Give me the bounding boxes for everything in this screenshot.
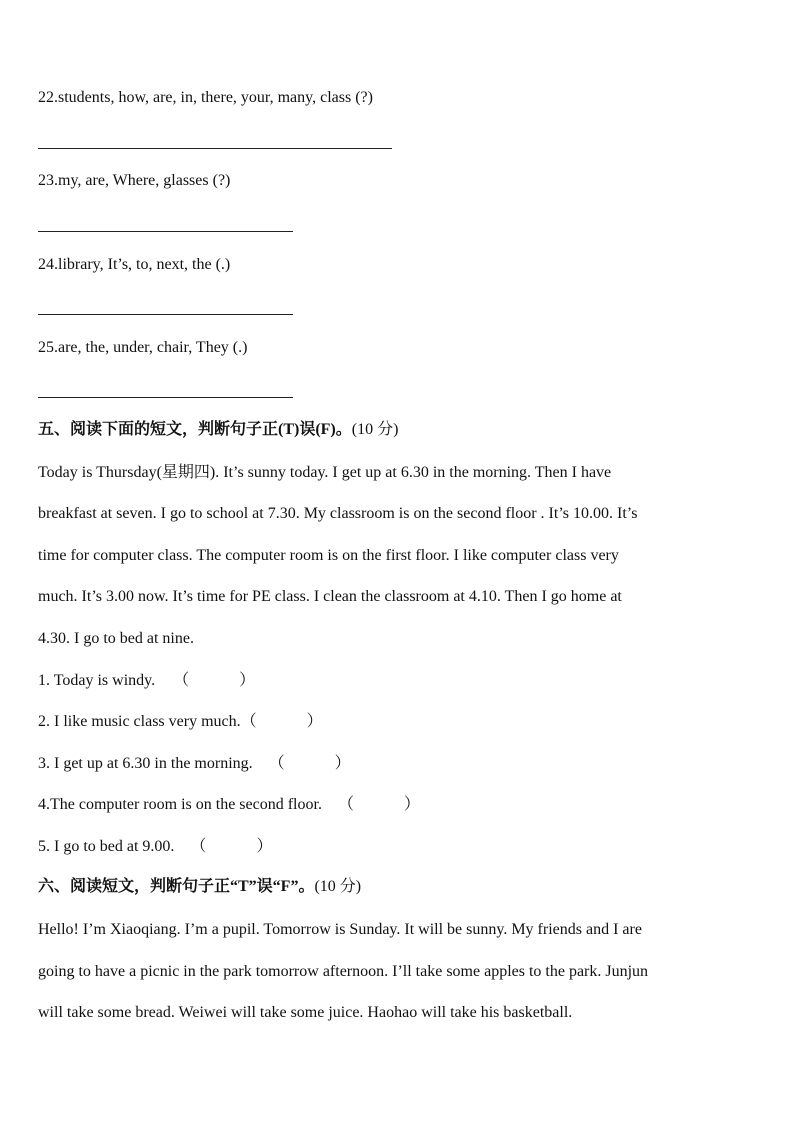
section-5-title: 五、阅读下面的短文，判断句子正(T)误(F)。: [38, 421, 352, 438]
tf-answer-4-open: （: [337, 796, 354, 813]
passage-5-line-1: Today is Thursday(星期四). It’s sunny today. I get up at 6.30 in the morning. Then I have: [38, 464, 612, 481]
tf-answer-2-close: ）: [306, 713, 323, 730]
tf-answer-1-close: ）: [239, 672, 256, 689]
answer-line-25[interactable]: [38, 397, 293, 398]
tf-question-1: [38, 671, 255, 691]
tf-question-2: [38, 712, 323, 732]
passage-6-line-3: will take some bread. Weiwei will take some juice. Haohao will take his basketball.: [38, 1004, 573, 1021]
tf-question-2-text: 2. I like music class very much.: [38, 713, 241, 730]
tf-question-1-text: 1. Today is windy.: [38, 672, 156, 689]
tf-answer-3-close: ）: [334, 755, 351, 772]
section-6-score: (10 分): [314, 878, 362, 895]
tf-question-3: [38, 754, 351, 774]
answer-line-24[interactable]: [38, 314, 293, 315]
passage-5-line-3: time for computer class. The computer room is on the first floor. I like computer class very: [38, 547, 619, 564]
tf-answer-5-open: （: [190, 838, 207, 855]
tf-answer-3-open: （: [268, 755, 285, 772]
passage-6-line-1: Hello! I’m Xiaoqiang. I’m a pupil. Tomorrow is Sunday. It will be sunny. My friends and I are: [38, 921, 642, 938]
section-6-title: 六、阅读短文，判断句子正“T”误“F”。: [38, 878, 315, 895]
answer-line-22[interactable]: [38, 148, 392, 149]
passage-5-line-5: 4.30. I go to bed at nine.: [38, 630, 194, 647]
passage-5-line-2: breakfast at seven. I go to school at 7.30. My classroom is on the second floor . It’s 10.00. It’s: [38, 505, 638, 522]
passage-5-line-4: much. It’s 3.00 now. It’s time for PE class. I clean the classroom at 4.10. Then I go home at: [38, 588, 622, 605]
tf-answer-5-close: ）: [256, 838, 273, 855]
answer-line-23[interactable]: [38, 231, 293, 232]
tf-question-5: [38, 837, 272, 857]
question-23: 23.my, are, Where, glasses (?): [38, 172, 231, 189]
question-24: 24.library, It’s, to, next, the (.): [38, 256, 231, 273]
tf-question-5-text: 5. I go to bed at 9.00.: [38, 838, 175, 855]
section-5-score: (10 分): [351, 421, 399, 438]
passage-6-line-2: going to have a picnic in the park tomorrow afternoon. I’ll take some apples to the park. Junjun: [38, 963, 649, 980]
section-5-heading: [38, 420, 398, 440]
tf-answer-2-open: （: [240, 713, 257, 730]
tf-question-4-text: 4.The computer room is on the second floor.: [38, 796, 322, 813]
question-25: 25.are, the, under, chair, They (.): [38, 339, 248, 356]
tf-question-4: [38, 795, 420, 815]
tf-question-3-text: 3. I get up at 6.30 in the morning.: [38, 755, 253, 772]
tf-answer-4-close: ）: [403, 796, 420, 813]
section-6-heading: [38, 877, 361, 897]
question-22: 22.students, how, are, in, there, your, many, class (?): [38, 89, 373, 106]
tf-answer-1-open: （: [173, 672, 190, 689]
